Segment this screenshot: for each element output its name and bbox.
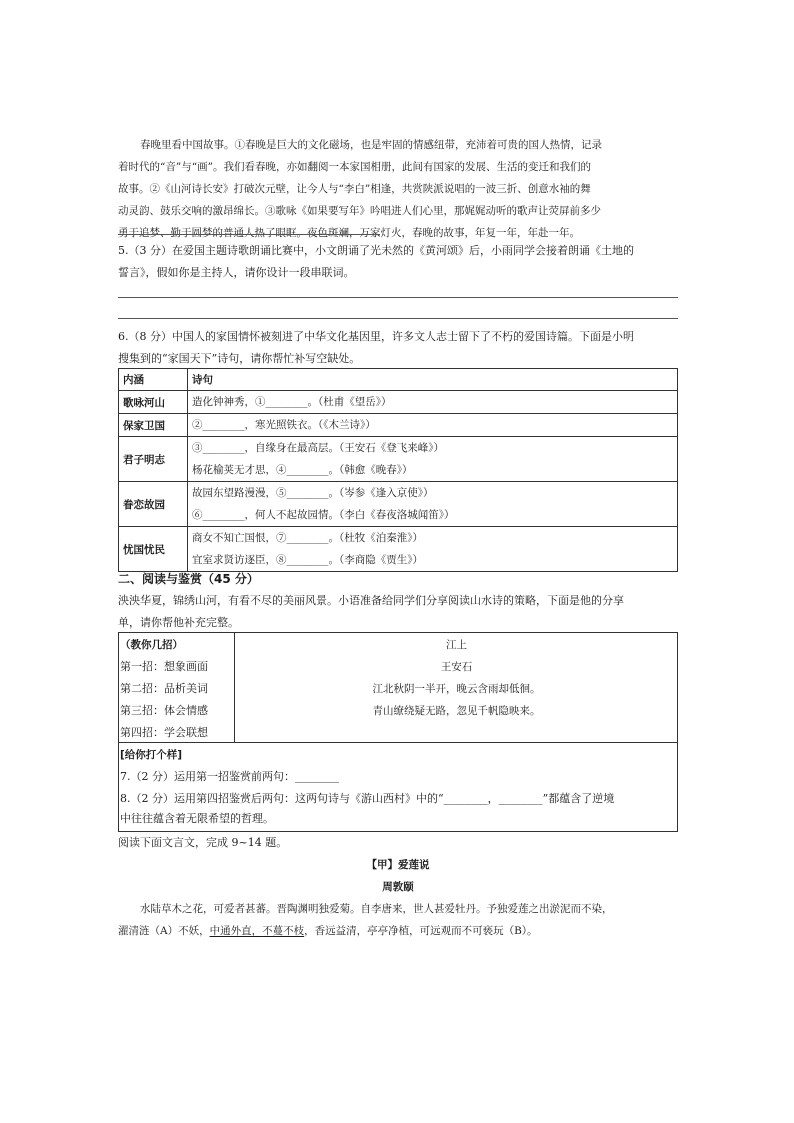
tip-item: 第四招：学会联想 [120,726,208,739]
section-intro-line-2: 单，请你帮他补充完整。 [118,616,239,629]
section-intro-line-1: 泱泱华夏，锦绣山河，有看不尽的美丽风景。小语准备给同学们分享阅读山水诗的策略，下面是他的分享 [118,594,624,607]
box-divider [118,742,678,743]
tip-item: 第二招：品析美词 [120,682,208,695]
table-header-cell: 诗句 [188,369,678,391]
category-cell: 歌咏河山 [119,391,188,414]
verse-line: ③________，自缘身在最高层。（王安石《登飞来峰》） [192,442,444,454]
category-cell: 保家卫国 [119,414,188,437]
poem-line: 青山缭绕疑无路，忽见千帆隐映来。 [372,705,541,717]
passage-line-4: 动灵韵、鼓乐交响的激昂绵长。③歌咏《如果要写年》吟唱进人们心里，那娓娓动听的歌声让荧屏前多少 [118,205,601,217]
q8-line-2: 中往往蕴含着无限希望的哲理。 [120,812,274,825]
category-cell: 眷恋故园 [119,482,188,527]
answer-rule [118,234,380,235]
passage-line-2: 着时代的“音”与“画”。我们看春晚，亦如翻阅一本家国相册，此间有国家的发展、生活的变迁和我们的 [118,161,591,173]
verse-cell [188,527,678,572]
essay-author: 周敦颐 [382,881,414,893]
q5-line-2: 誓言》，假如你是主持人，请你设计一段串联词。 [118,266,355,279]
q7-text: 7.（2 分）运用第一招鉴赏前两句：________ [120,770,339,783]
tip-item: 第一招：想象画面 [120,660,208,673]
poem-author: 王安石 [440,661,473,673]
underlined-phrase: 中通外直， [209,925,263,937]
tip-item: 第三招：体会情感 [120,704,208,717]
passage-line-3: 故事。②《山河诗长安》打破次元壁，让今人与“李白”相逢，共赏陕派说唱的一波三折、创意水袖的舞 [118,183,591,195]
verse-line: 造化钟神秀，①________。（杜甫《望岳》） [192,396,392,408]
answer-rule [118,318,678,319]
category-cell: 忧国忧民 [119,527,188,572]
verse-cell [188,437,678,482]
reading-instruction: 阅读下面文言文，完成 9~14 题。 [118,836,288,849]
passage-line-1: 春晚里看中国故事。①春晚是巨大的文化磁场，也是牢固的情感纽带，充沛着可贵的国人热情，记录 [140,139,602,151]
verse-cell [188,482,678,527]
essay-title: 【甲】爱莲说 [366,859,430,871]
q5-line-1: 5.（3 分）在爱国主题诗歌朗诵比赛中，小文朗诵了光未然的《黄河颂》后，小雨同学会接着朗诵《土地的 [118,244,634,257]
verse-line: ②________，寒光照铁衣。（《木兰诗》） [192,419,376,431]
q8-line-1: 8.（2 分）运用第四招鉴赏后两句：这两句诗与《游山西村》中的“________，________”都蕴含了逆境 [120,792,615,805]
poem-table [118,368,678,572]
verse-line: ⑥________，何人不起故园情。（李白《春夜洛城闻笛》） [192,509,455,521]
section-title: 二、阅读与鉴赏（45 分） [118,572,259,586]
passage-line-5: 勇于追梦、勤于圆梦的普通人热了眼眶。夜色斑斓，万家灯火，春晚的故事，年复一年，年赴一年。 [118,227,580,239]
answer-rule [118,297,678,298]
practice-title: [给你打个样] [120,749,183,761]
verse-cell [188,391,678,414]
essay-line-2 [118,924,538,938]
verse-line: 商女不知亡国恨，⑦________。（杜牧《泊秦淮》） [192,532,423,544]
table-header-cell: 内涵 [119,369,188,391]
essay-text: 濯清涟（A）不妖， [118,925,210,937]
essay-text: ，香远益清，亭亭净植，可远观而不可亵玩（B）。 [304,925,538,937]
poem-line: 江北秋阴一半开，晚云含雨却低徊。 [372,683,541,695]
q6-line-2: 搜集到的“家国天下”诗句，请你帮忙补写空缺处。 [118,352,361,365]
tips-title: （教你几招） [120,639,183,651]
verse-line: 宜室求贤访逐臣，⑧________。（李商隐《贾生》） [192,554,423,566]
category-cell: 君子明志 [119,437,188,482]
essay-text: 水陆草木之花，可爱者甚蕃。晋陶渊明独爱菊。自李唐来，世人甚爱牡丹。予独爱莲之出淤泥而不染， [140,903,613,915]
essay-line-1 [118,902,613,916]
verse-cell [188,414,678,437]
verse-line: 杨花榆荚无才思，④________。（韩愈《晚春》） [192,464,413,476]
verse-line: 故园东望路漫漫，⑤________。（岑参《逢入京使》） [192,487,434,499]
poem-title: 江上 [446,639,467,651]
underlined-phrase: 不蔓不枝 [262,925,305,937]
q6-line-1: 6.（8 分）中国人的家国情怀被刻进了中华文化基因里，许多文人志士留下了不朽的爱国诗篇。下面是小明 [118,330,634,343]
